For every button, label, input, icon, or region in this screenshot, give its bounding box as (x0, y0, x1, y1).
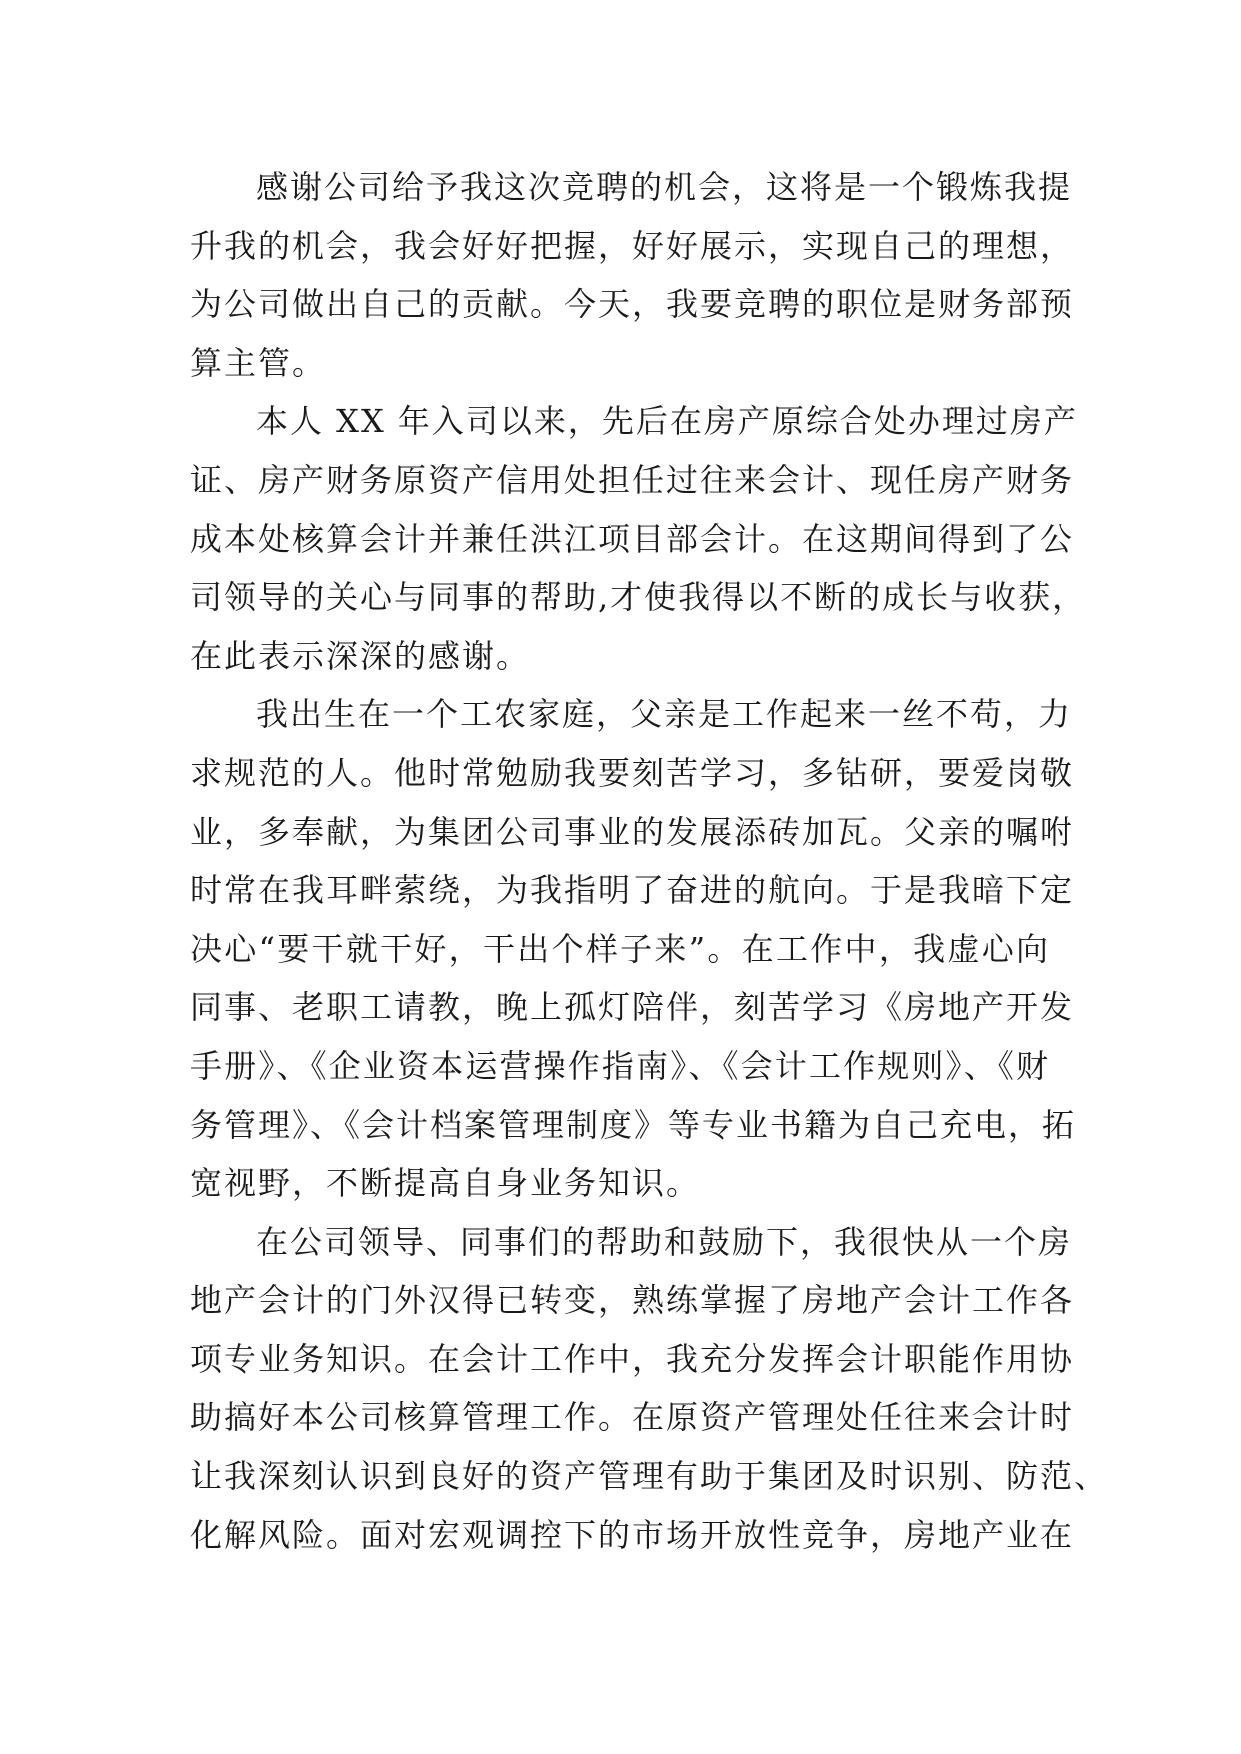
paragraph-1 (190, 158, 1075, 392)
text-line: 时常在我耳畔萦绕，为我指明了奋进的航向。于是我暗下定 (190, 871, 1075, 910)
paragraph-4 (190, 1213, 1109, 1565)
text-line: 让我深刻认识到良好的资产管理有助于集团及时识别、防范、 (190, 1457, 1109, 1496)
text-line: 求规范的人。他时常勉励我要刻苦学习，多钻研，要爱岗敬 (190, 753, 1075, 792)
text-line: 化解风险。面对宏观调控下的市场开放性竞争，房地产业在 (190, 1515, 1075, 1554)
text-line: 升我的机会，我会好好把握，好好展示，实现自己的理想， (190, 226, 1075, 265)
text-line: 成本处核算会计并兼任洪江项目部会计。在这期间得到了公 (190, 519, 1075, 558)
text-line: 决心“要干就干好，干出个样子来”。在工作中，我虚心向 (190, 929, 1050, 968)
document-body (190, 158, 1109, 1564)
text-line: 手册》、《企业资本运营操作指南》、《会计工作规则》、《财 (190, 1046, 1050, 1085)
text-line: 地产会计的门外汉得已转变，熟练掌握了房地产会计工作各 (190, 1281, 1075, 1320)
text-line: 我出生在一个工农家庭，父亲是工作起来一丝不苟，力 (256, 695, 1073, 734)
text-line: 业，多奉献，为集团公司事业的发展添砖加瓦。父亲的嘱咐 (190, 812, 1075, 851)
text-line: 在此表示深深的感谢。 (190, 636, 531, 675)
text-line: 助搞好本公司核算管理工作。在原资产管理处任往来会计时 (190, 1398, 1075, 1437)
text-line: 算主管。 (190, 343, 327, 382)
text-line: 本人 XX 年入司以来，先后在房产原综合处办理过房产 (256, 402, 1078, 441)
paragraph-3 (190, 685, 1077, 1212)
text-line: 宽视野，不断提高自身业务知识。 (190, 1164, 701, 1203)
paragraph-2 (190, 392, 1087, 685)
text-line: 证、房产财务原资产信用处担任过往来会计、现任房产财务 (190, 460, 1075, 499)
text-line: 在公司领导、同事们的帮助和鼓励下，我很快从一个房 (256, 1222, 1073, 1261)
text-line: 同事、老职工请教，晚上孤灯陪伴，刻苦学习《房地产开发 (190, 988, 1075, 1027)
text-line: 司领导的关心与同事的帮助,才使我得以不断的成长与收获， (190, 578, 1087, 617)
text-line: 为公司做出自己的贡献。今天，我要竞聘的职位是财务部预 (190, 285, 1075, 324)
text-line: 感谢公司给予我这次竞聘的机会，这将是一个锻炼我提 (256, 168, 1073, 206)
text-line: 务管理》、《会计档案管理制度》等专业书籍为自己充电，拓 (190, 1105, 1077, 1144)
text-line: 项专业务知识。在会计工作中，我充分发挥会计职能作用协 (190, 1339, 1075, 1378)
